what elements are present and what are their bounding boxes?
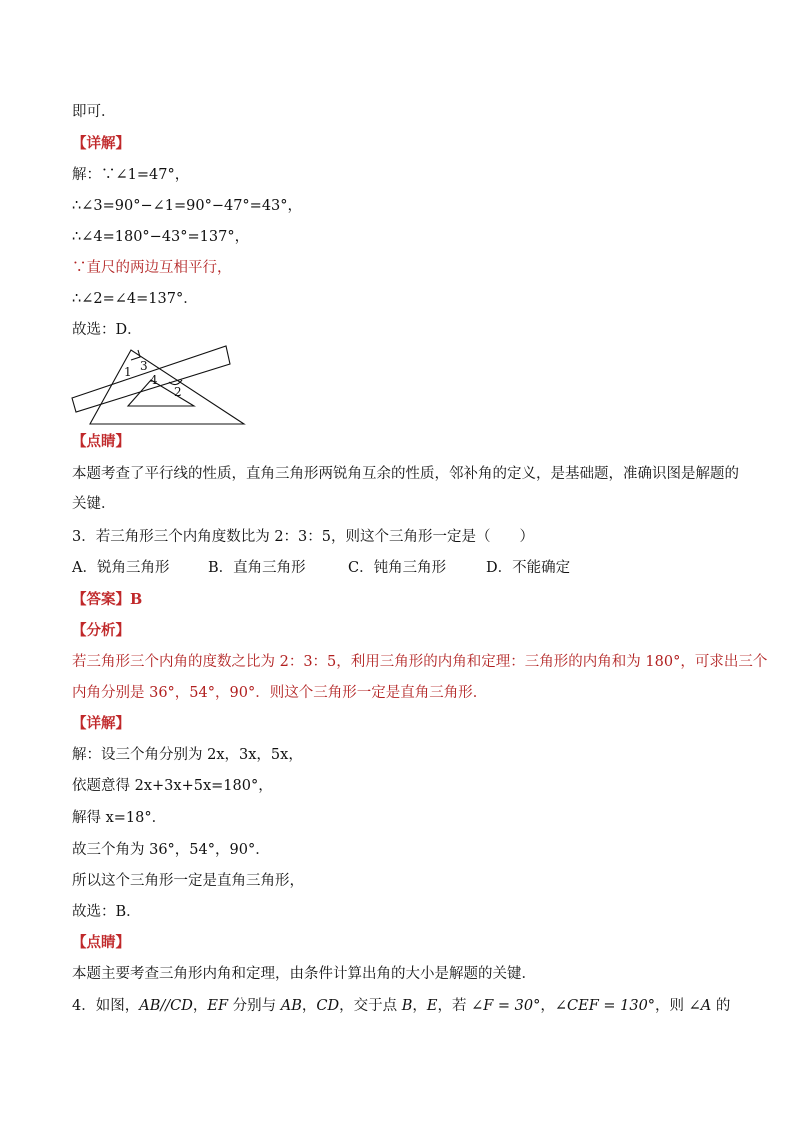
- q4-text: 分别与: [228, 998, 281, 1014]
- text-line: 依题意得 2x+3x+5x=180°，: [72, 778, 273, 794]
- text-line: 故三个角为 36°，54°，90°．: [72, 842, 270, 858]
- section-heading-comment: 【点睛】: [72, 433, 130, 450]
- section-heading-detail: 【详解】: [72, 135, 130, 152]
- section-heading-analysis: 【分析】: [72, 622, 130, 639]
- text-line: 故选：D．: [72, 322, 142, 338]
- angle-label-4: 4: [150, 373, 158, 387]
- q4-text: ，若: [437, 998, 472, 1014]
- text-line: 解得 x=18°．: [72, 810, 167, 826]
- text-line: 所以这个三角形一定是直角三角形，: [72, 873, 304, 889]
- text-line: 故选：B．: [72, 904, 141, 920]
- q4-math: EF: [207, 998, 229, 1014]
- q4-text: 的: [711, 998, 731, 1014]
- text-line: ∵直尺的两边互相平行，: [72, 260, 232, 276]
- q4-math: ∠F = 30°: [471, 998, 541, 1014]
- question-3: 3．若三角形三个内角度数比为 2：3：5，则这个三角形一定是（ ）: [72, 529, 535, 545]
- q4-text: 4．如图，: [72, 998, 140, 1014]
- text-line: ∴∠2=∠4=137°．: [72, 291, 198, 307]
- angle-label-1: 1: [124, 365, 132, 379]
- text-line: ∴∠3=90°−∠1=90°−47°=43°，: [72, 198, 303, 214]
- text-line: 内角分别是 36°，54°，90°．则这个三角形一定是直角三角形．: [72, 685, 488, 701]
- option-c: C．钝角三角形: [348, 560, 447, 576]
- text-line: 解：设三个角分别为 2x，3x，5x，: [72, 747, 303, 763]
- q4-text: ，则: [655, 998, 689, 1014]
- angle-label-3: 3: [140, 359, 148, 373]
- q4-math: B: [401, 998, 413, 1014]
- text-line: ∴∠4=180°−43°=137°，: [72, 229, 250, 245]
- q4-math: ∠CEF = 130°: [554, 998, 656, 1014]
- text-line: 本题考查了平行线的性质，直角三角形两锐角互余的性质，邻补角的定义，是基础题，准确识图是解题的: [72, 466, 739, 482]
- q4-math: CD: [316, 998, 340, 1014]
- text-line: 本题主要考查三角形内角和定理，由条件计算出角的大小是解题的关键．: [72, 966, 536, 982]
- section-heading-comment: 【点睛】: [72, 934, 130, 951]
- angle-label-2: 2: [174, 385, 182, 399]
- q4-text: ，: [540, 998, 555, 1014]
- text-line: 即可．: [72, 104, 116, 120]
- text-line: 若三角形三个内角的度数之比为 2：3：5，利用三角形的内角和定理：三角形的内角和为 180°，可求出三个: [72, 654, 768, 670]
- large-triangle: [90, 350, 244, 424]
- q4-text: ，: [301, 998, 317, 1014]
- q4-math: AB//CD: [139, 998, 193, 1014]
- text-line: 关键．: [72, 496, 116, 512]
- q4-math: AB: [280, 998, 302, 1014]
- geometry-figure: [66, 342, 246, 432]
- q4-math: E: [426, 998, 438, 1014]
- option-d: D．不能确定: [486, 560, 571, 576]
- q4-text: ，交于点: [339, 998, 402, 1014]
- question-4: [72, 996, 730, 1016]
- answer-heading: 【答案】B: [72, 591, 143, 608]
- q4-text: ，: [192, 998, 208, 1014]
- option-a: A．锐角三角形: [72, 560, 170, 576]
- section-heading-detail: 【详解】: [72, 715, 130, 732]
- q4-math: ∠A: [688, 998, 712, 1014]
- text-line: 解：∵∠1=47°，: [72, 167, 190, 183]
- option-b: B．直角三角形: [208, 560, 306, 576]
- q4-text: ，: [412, 998, 427, 1014]
